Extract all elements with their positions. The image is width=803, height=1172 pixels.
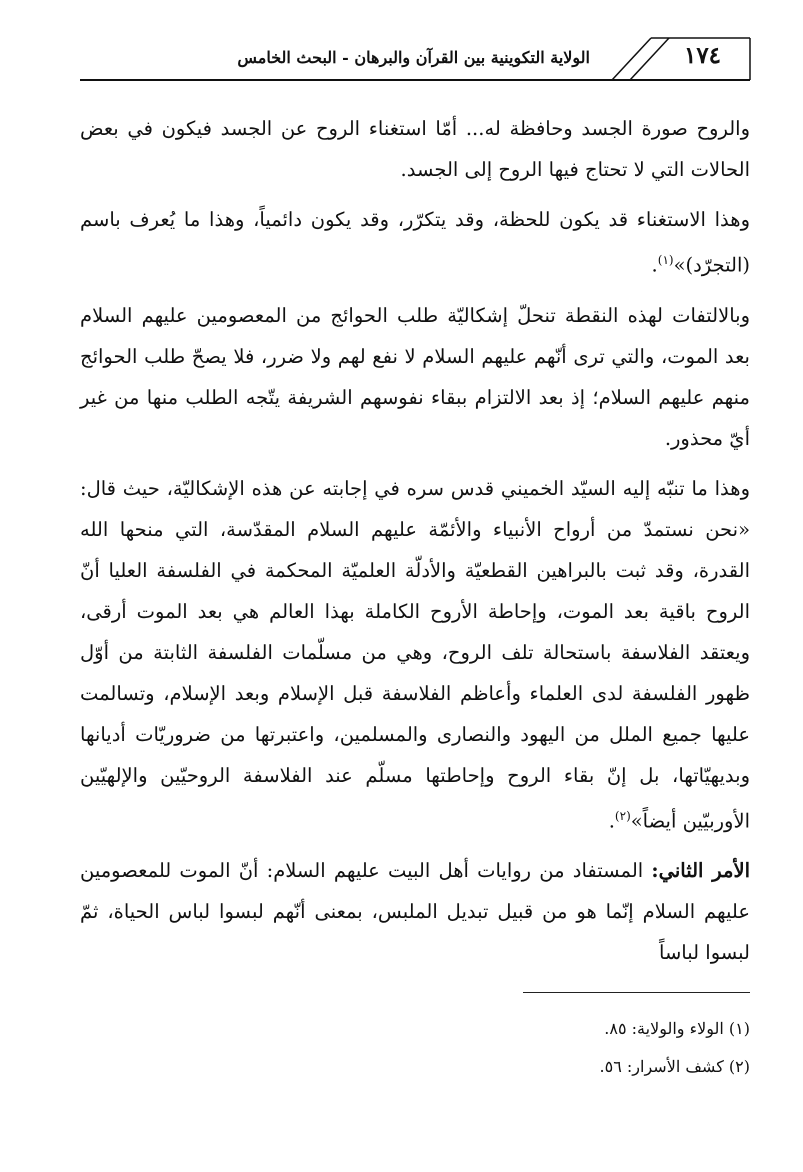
running-title: الولاية التكوينية بين القرآن والبرهان - البحث الخامس	[237, 48, 590, 67]
paragraph	[80, 850, 750, 973]
page-header	[0, 0, 803, 100]
footnote: (٢) كشف الأسرار: ٥٦.	[599, 1057, 750, 1076]
paragraph-text: المستفاد من روايات أهل البيت عليهم السلام: أنّ الموت للمعصومين عليهم السلام إنّما هو من قبيل تبديل الملبس، بمعنى أنّهم لبسوا لباس الحياة، ثمّ لبسوا لباساً	[80, 859, 750, 964]
paragraph	[80, 295, 750, 459]
paragraph	[80, 108, 750, 190]
paragraph	[80, 468, 750, 842]
page-number: ١٧٤	[683, 42, 722, 69]
main-text	[80, 108, 750, 982]
footnote-divider	[523, 992, 750, 993]
paragraph	[80, 199, 750, 286]
paragraph-text: وهذا ما تنبّه إليه السيّد الخميني قدس سره في إجابته عن هذه الإشكاليّة، حيث قال: «نحن نستمدّ من أرواح الأنبياء والأئمّة عليهم السلام المقدّسة، التي منحها الله القدرة، وقد ثبت بالبراهين القطعيّة والأدلّة العلميّة المحكمة في الفلسفة العليا أنّ الروح باقية بعد الموت، وإحاطة الأروح الكاملة بهذا العالم هي بعد الموت أرقى، ويعتقد الفلاسفة باستحالة تلف الروح، وهي من مسلّمات الفلسفة الثابتة من أوّل ظهور الفلسفة لدى العلماء وأعاظم الفلاسفة قبل الإسلام وبعد الإسلام، وتسالمت عليها جميع الملل من اليهود والنصارى والمسلمين، واعتبرتها من ضروريّات أديانها وبديهيّاتها، بل إنّ بقاء الروح وإحاطتها مسلّم عند الفلاسفة الروحيّين والإلهيّين الأوربيّين أيضاً»	[80, 476, 750, 832]
paragraph-lead: الأمر الثاني:	[651, 859, 750, 882]
paragraph-text: وبالالتفات لهذه النقطة تنحلّ إشكاليّة طلب الحوائج من المعصومين عليهم السلام بعد الموت، والتي ترى أنّهم عليهم السلام لا نفع لهم ولا ضرر، فلا يصحّ طلب الحوائج منهم عليهم السلام؛ إذ بعد الالتزام ببقاء نفوسهم الشريفة يتّجه الطلب منها من غير أيّ محذور.	[80, 303, 750, 450]
footnote: (١) الولاء والولاية: ٨٥.	[604, 1019, 750, 1038]
paragraph-tail: .	[651, 253, 658, 277]
paragraph-tail: .	[608, 809, 615, 832]
paragraph-text: والروح صورة الجسد وحافظة له... أمّا استغناء الروح عن الجسد فيكون في بعض الحالات التي لا تحتاج فيها الروح إلى الجسد.	[80, 117, 750, 181]
paragraph-text: وهذا الاستغناء قد يكون للحظة، وقد يتكرّر، وقد يكون دائمياً، وهذا ما يُعرف باسم (التجرّد)»	[80, 208, 750, 277]
footnote-ref: (١)	[657, 253, 674, 267]
footnotes	[80, 1010, 750, 1086]
footnote-ref: (٢)	[614, 808, 631, 823]
